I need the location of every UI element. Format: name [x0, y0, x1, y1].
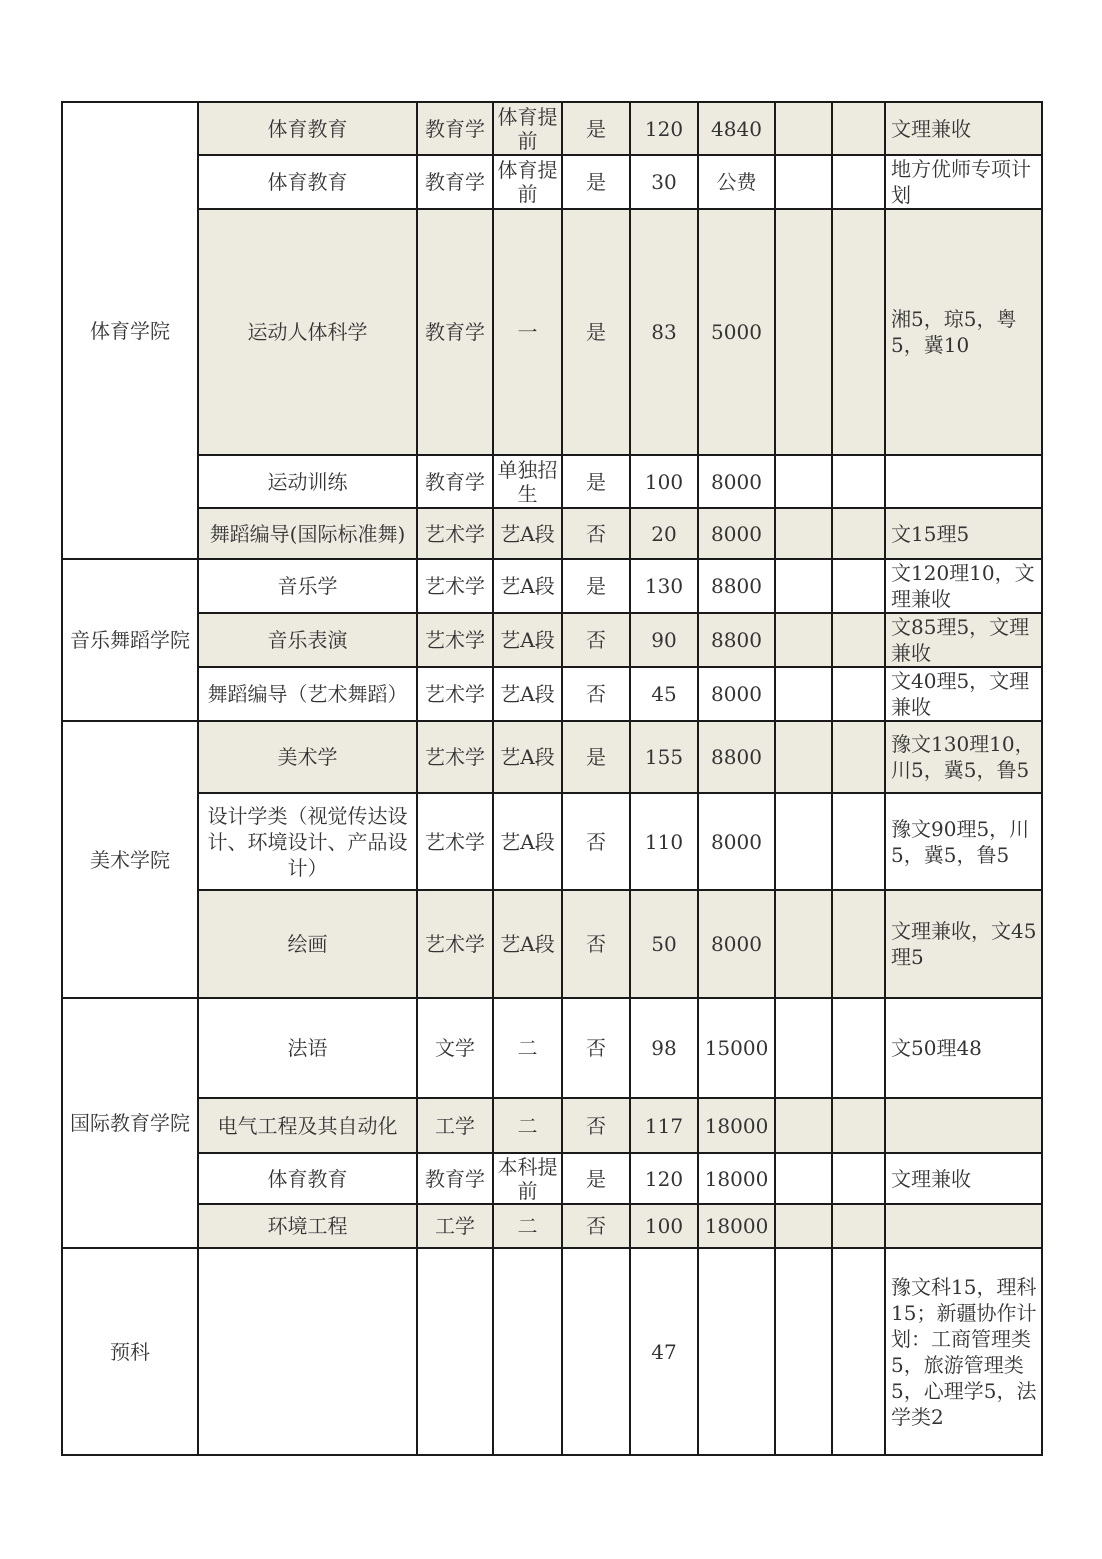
college-cell: 预科 [62, 1248, 198, 1455]
table-row [62, 559, 1042, 613]
flag-cell: 否 [562, 1098, 630, 1153]
blank-cell [775, 508, 832, 559]
blank-cell [775, 1204, 832, 1248]
batch-cell: 艺A段 [493, 721, 562, 793]
note-cell [885, 1098, 1042, 1153]
note-cell: 文15理5 [885, 508, 1042, 559]
fee-cell: 8800 [698, 613, 775, 667]
fee-cell: 8800 [698, 721, 775, 793]
count-cell: 98 [630, 998, 698, 1098]
major-cell: 体育教育 [198, 155, 417, 209]
table-row [62, 209, 1042, 455]
note-cell: 豫文90理5，川5，冀5，鲁5 [885, 793, 1042, 890]
college-cell: 国际教育学院 [62, 998, 198, 1248]
fee-cell: 8000 [698, 667, 775, 721]
category-cell: 艺术学 [417, 667, 493, 721]
blank-cell [832, 613, 885, 667]
blank-cell [832, 209, 885, 455]
category-cell: 工学 [417, 1204, 493, 1248]
flag-cell: 否 [562, 793, 630, 890]
batch-cell: 单独招生 [493, 455, 562, 508]
fee-cell: 8000 [698, 455, 775, 508]
fee-cell: 18000 [698, 1153, 775, 1204]
category-cell: 艺术学 [417, 559, 493, 613]
flag-cell: 是 [562, 209, 630, 455]
major-cell: 绘画 [198, 890, 417, 998]
college-cell: 美术学院 [62, 721, 198, 998]
flag-cell: 否 [562, 508, 630, 559]
fee-cell: 18000 [698, 1098, 775, 1153]
table-row [62, 102, 1042, 155]
fee-cell: 5000 [698, 209, 775, 455]
blank-cell [832, 1153, 885, 1204]
fee-cell: 8800 [698, 559, 775, 613]
note-cell: 文85理5，文理兼收 [885, 613, 1042, 667]
count-cell: 100 [630, 1204, 698, 1248]
count-cell: 120 [630, 102, 698, 155]
flag-cell: 否 [562, 998, 630, 1098]
blank-cell [832, 721, 885, 793]
flag-cell: 是 [562, 1153, 630, 1204]
category-cell: 教育学 [417, 155, 493, 209]
note-cell: 文40理5，文理兼收 [885, 667, 1042, 721]
blank-cell [775, 998, 832, 1098]
category-cell: 工学 [417, 1098, 493, 1153]
table-row [62, 508, 1042, 559]
blank-cell [775, 559, 832, 613]
blank-cell [775, 1248, 832, 1455]
fee-cell: 8000 [698, 793, 775, 890]
category-cell: 艺术学 [417, 890, 493, 998]
count-cell: 30 [630, 155, 698, 209]
fee-cell: 4840 [698, 102, 775, 155]
table-row [62, 1248, 1042, 1455]
batch-cell: 二 [493, 1098, 562, 1153]
blank-cell [775, 793, 832, 890]
major-cell: 体育教育 [198, 102, 417, 155]
table-row [62, 667, 1042, 721]
flag-cell: 是 [562, 155, 630, 209]
blank-cell [832, 793, 885, 890]
table-row [62, 455, 1042, 508]
fee-cell: 18000 [698, 1204, 775, 1248]
category-cell: 艺术学 [417, 793, 493, 890]
blank-cell [775, 721, 832, 793]
flag-cell: 否 [562, 890, 630, 998]
note-cell: 文理兼收 [885, 102, 1042, 155]
note-cell: 文120理10，文理兼收 [885, 559, 1042, 613]
batch-cell [493, 1248, 562, 1455]
note-cell: 豫文130理10，川5，冀5，鲁5 [885, 721, 1042, 793]
flag-cell: 是 [562, 559, 630, 613]
major-cell: 运动人体科学 [198, 209, 417, 455]
table-row [62, 1098, 1042, 1153]
count-cell: 130 [630, 559, 698, 613]
blank-cell [775, 209, 832, 455]
category-cell: 艺术学 [417, 721, 493, 793]
table-row [62, 1153, 1042, 1204]
category-cell [417, 1248, 493, 1455]
major-cell: 运动训练 [198, 455, 417, 508]
table-row [62, 793, 1042, 890]
flag-cell: 否 [562, 667, 630, 721]
major-cell: 音乐学 [198, 559, 417, 613]
count-cell: 110 [630, 793, 698, 890]
blank-cell [775, 613, 832, 667]
college-cell: 体育学院 [62, 102, 198, 559]
count-cell: 83 [630, 209, 698, 455]
note-cell: 地方优师专项计划 [885, 155, 1042, 209]
fee-cell: 8000 [698, 508, 775, 559]
blank-cell [775, 155, 832, 209]
blank-cell [832, 890, 885, 998]
major-cell: 电气工程及其自动化 [198, 1098, 417, 1153]
major-cell: 舞蹈编导(国际标准舞) [198, 508, 417, 559]
blank-cell [832, 508, 885, 559]
note-cell: 文理兼收 [885, 1153, 1042, 1204]
table-row [62, 1204, 1042, 1248]
count-cell: 45 [630, 667, 698, 721]
table-row [62, 155, 1042, 209]
flag-cell: 是 [562, 455, 630, 508]
note-cell: 湘5，琼5，粤5，冀10 [885, 209, 1042, 455]
batch-cell: 本科提前 [493, 1153, 562, 1204]
count-cell: 90 [630, 613, 698, 667]
enrollment-plan-table [61, 101, 1043, 1456]
major-cell: 音乐表演 [198, 613, 417, 667]
blank-cell [832, 1204, 885, 1248]
flag-cell: 是 [562, 102, 630, 155]
category-cell: 艺术学 [417, 508, 493, 559]
table-body [62, 102, 1042, 1455]
count-cell: 117 [630, 1098, 698, 1153]
table-row [62, 613, 1042, 667]
batch-cell: 艺A段 [493, 613, 562, 667]
major-cell: 设计学类（视觉传达设计、环境设计、产品设计） [198, 793, 417, 890]
note-cell [885, 1204, 1042, 1248]
table-row [62, 998, 1042, 1098]
blank-cell [775, 455, 832, 508]
blank-cell [832, 155, 885, 209]
fee-cell [698, 1248, 775, 1455]
blank-cell [832, 102, 885, 155]
category-cell: 文学 [417, 998, 493, 1098]
flag-cell [562, 1248, 630, 1455]
count-cell: 120 [630, 1153, 698, 1204]
flag-cell: 是 [562, 721, 630, 793]
blank-cell [775, 102, 832, 155]
count-cell: 20 [630, 508, 698, 559]
major-cell [198, 1248, 417, 1455]
fee-cell: 15000 [698, 998, 775, 1098]
batch-cell: 艺A段 [493, 667, 562, 721]
major-cell: 舞蹈编导（艺术舞蹈） [198, 667, 417, 721]
category-cell: 教育学 [417, 102, 493, 155]
category-cell: 艺术学 [417, 613, 493, 667]
blank-cell [832, 998, 885, 1098]
batch-cell: 艺A段 [493, 508, 562, 559]
table-row [62, 721, 1042, 793]
count-cell: 47 [630, 1248, 698, 1455]
blank-cell [775, 1098, 832, 1153]
note-cell: 文理兼收，文45理5 [885, 890, 1042, 998]
batch-cell: 二 [493, 998, 562, 1098]
batch-cell: 艺A段 [493, 559, 562, 613]
category-cell: 教育学 [417, 1153, 493, 1204]
blank-cell [832, 1098, 885, 1153]
table-row [62, 890, 1042, 998]
blank-cell [832, 1248, 885, 1455]
category-cell: 教育学 [417, 455, 493, 508]
blank-cell [832, 559, 885, 613]
fee-cell: 公费 [698, 155, 775, 209]
batch-cell: 一 [493, 209, 562, 455]
flag-cell: 否 [562, 613, 630, 667]
blank-cell [832, 455, 885, 508]
major-cell: 环境工程 [198, 1204, 417, 1248]
count-cell: 50 [630, 890, 698, 998]
count-cell: 100 [630, 455, 698, 508]
major-cell: 体育教育 [198, 1153, 417, 1204]
batch-cell: 艺A段 [493, 890, 562, 998]
note-cell [885, 455, 1042, 508]
flag-cell: 否 [562, 1204, 630, 1248]
blank-cell [832, 667, 885, 721]
batch-cell: 二 [493, 1204, 562, 1248]
major-cell: 美术学 [198, 721, 417, 793]
note-cell: 文50理48 [885, 998, 1042, 1098]
batch-cell: 艺A段 [493, 793, 562, 890]
blank-cell [775, 667, 832, 721]
major-cell: 法语 [198, 998, 417, 1098]
note-cell: 豫文科15，理科15；新疆协作计划：工商管理类5，旅游管理类5，心理学5，法学类2 [885, 1248, 1042, 1455]
batch-cell: 体育提前 [493, 155, 562, 209]
category-cell: 教育学 [417, 209, 493, 455]
college-cell: 音乐舞蹈学院 [62, 559, 198, 721]
batch-cell: 体育提前 [493, 102, 562, 155]
count-cell: 155 [630, 721, 698, 793]
blank-cell [775, 1153, 832, 1204]
blank-cell [775, 890, 832, 998]
fee-cell: 8000 [698, 890, 775, 998]
